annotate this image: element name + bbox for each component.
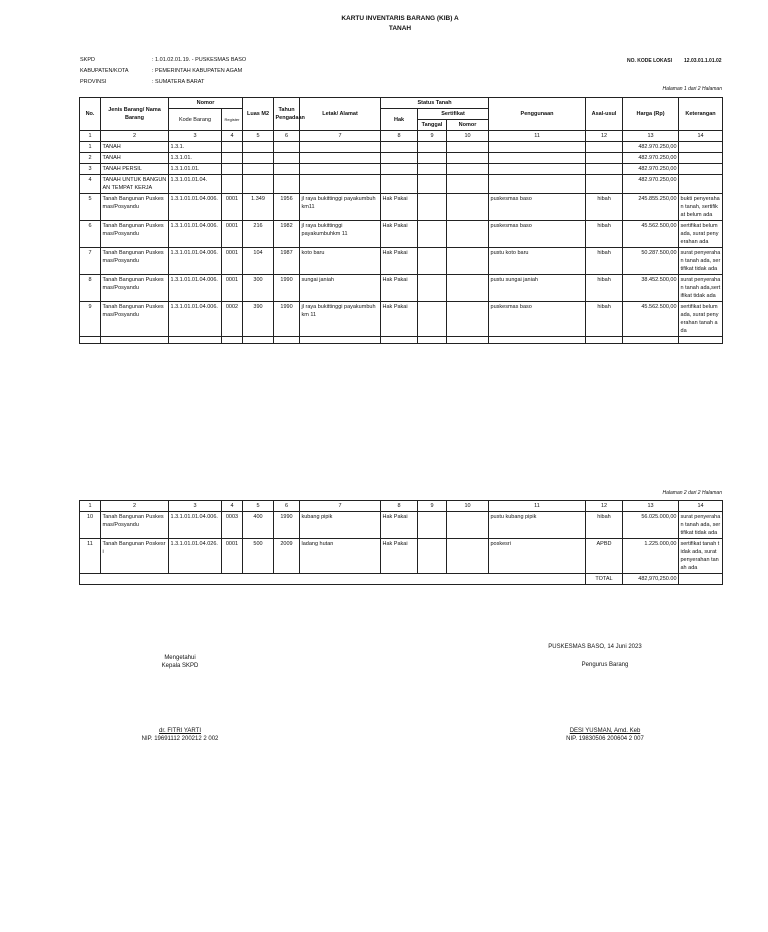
cell-ket: sertifikat belum ada, surat penyerahan ada [679, 221, 723, 248]
cell-luas: 400 [243, 512, 274, 539]
column-number: 13 [623, 131, 679, 142]
cell-tgl [418, 302, 447, 337]
cell-reg [222, 142, 243, 153]
column-number: 6 [274, 501, 300, 512]
cell-harga: 482.970.250,00 [623, 175, 679, 194]
cell-kode: 1.3.1.01.01.04.006. [169, 512, 222, 539]
cell-harga: 245.855.250,00 [623, 194, 679, 221]
cell-tgl [418, 248, 447, 275]
cell-no: 3 [80, 164, 101, 175]
title-line-2: TANAH [388, 25, 412, 32]
cell-tahun [274, 153, 300, 164]
cell-kode: 1.3.1.01.01.04.006. [169, 248, 222, 275]
cell-reg: 0001 [222, 275, 243, 302]
cell-harga: 50.287.500,00 [623, 248, 679, 275]
column-number: 3 [169, 131, 222, 142]
cell-tahun: 1956 [274, 194, 300, 221]
col-register: Register [222, 109, 243, 131]
cell-tgl [418, 275, 447, 302]
cell-reg: 0001 [222, 248, 243, 275]
signature-right-title: Pengurus Barang [581, 662, 629, 668]
cell-nom [447, 512, 489, 539]
cell-letak: jl raya bukittinggi payakumbuh km11 [300, 194, 381, 221]
cell-no: 8 [80, 275, 101, 302]
column-number: 13 [623, 501, 679, 512]
col-hak: Hak [381, 109, 418, 131]
total-value: 482,970,250.00 [623, 574, 679, 585]
cell-ket: surat penyerahan tanah ada, sertifikat tidak ada [679, 248, 723, 275]
cell-asal [586, 153, 623, 164]
cell-luas: 1.349 [243, 194, 274, 221]
column-number: 7 [300, 501, 381, 512]
cell-no: 10 [80, 512, 101, 539]
cell-tgl [418, 142, 447, 153]
cell-ket [679, 142, 723, 153]
cell-reg [222, 175, 243, 194]
cell-reg: 0002 [222, 302, 243, 337]
col-luas: Luas M2 [243, 98, 274, 131]
table-row [80, 539, 723, 574]
table-row [80, 512, 723, 539]
signer-left-nip: NIP. 19691112 200212 2 002 [141, 736, 219, 742]
table-row [80, 248, 723, 275]
cell-guna [489, 153, 586, 164]
col-tanggal: Tanggal [418, 120, 447, 131]
col-sertifikat: Sertifikat [418, 109, 489, 120]
column-number: 11 [489, 131, 586, 142]
header-row-provinsi: PROVINSI : SUMATERA BARAT [80, 79, 205, 85]
cell-nom [447, 175, 489, 194]
cell-reg [222, 153, 243, 164]
cell-tgl [418, 512, 447, 539]
column-number: 9 [418, 501, 447, 512]
column-number: 6 [274, 131, 300, 142]
empty-cell [623, 337, 679, 344]
column-number: 10 [447, 131, 489, 142]
cell-asal: hibah [586, 512, 623, 539]
cell-tgl [418, 539, 447, 574]
empty-cell [274, 337, 300, 344]
cell-guna: puskesmas baso [489, 221, 586, 248]
cell-letak: jl raya bukittinggi payakumbuh km 11 [300, 302, 381, 337]
cell-harga: 1.225.000,00 [623, 539, 679, 574]
cell-asal: APBD [586, 539, 623, 574]
col-penggunaan: Penggunaan [489, 98, 586, 131]
inventory-table-page-2 [79, 500, 723, 585]
cell-luas: 216 [243, 221, 274, 248]
cell-no: 4 [80, 175, 101, 194]
cell-guna [489, 175, 586, 194]
cell-luas [243, 142, 274, 153]
cell-ket: sertifikat belum ada, surat penyerahan tanah ada [679, 302, 723, 337]
cell-asal: hibah [586, 275, 623, 302]
empty-row [80, 337, 723, 344]
cell-luas [243, 164, 274, 175]
place-date: PUSKESMAS BASO, 14 Juni 2023 [548, 644, 642, 650]
cell-guna: pustu koto baru [489, 248, 586, 275]
cell-tahun: 1982 [274, 221, 300, 248]
column-number: 5 [243, 131, 274, 142]
cell-harga: 45.562.500,00 [623, 221, 679, 248]
empty-cell [101, 337, 169, 344]
cell-reg: 0001 [222, 221, 243, 248]
cell-letak [300, 153, 381, 164]
column-number: 14 [679, 501, 723, 512]
table-row [80, 164, 723, 175]
table-row [80, 302, 723, 337]
cell-ket: sertifikat tanah tidak ada, surat penyerahan tanah ada [679, 539, 723, 574]
cell-harga: 45.562.500,00 [623, 302, 679, 337]
table-row [80, 194, 723, 221]
cell-asal: hibah [586, 248, 623, 275]
cell-guna: pustu kubang pipik [489, 512, 586, 539]
cell-ket [679, 153, 723, 164]
cell-reg: 0001 [222, 194, 243, 221]
cell-asal: hibah [586, 302, 623, 337]
cell-jenis: Tanah Bangunan Puskesmas/Posyandu [101, 275, 169, 302]
page-note-1: Halaman 1 dari 2 Halaman [662, 86, 722, 92]
column-number: 4 [222, 131, 243, 142]
col-harga: Harga (Rp) [623, 98, 679, 131]
cell-hak [381, 142, 418, 153]
cell-reg: 0001 [222, 539, 243, 574]
cell-no: 11 [80, 539, 101, 574]
col-asal: Asal-usul [586, 98, 623, 131]
cell-kode: 1.3.1.01.01.04.006. [169, 275, 222, 302]
cell-jenis: Tanah Bangunan Puskesmas/Posyandu [101, 221, 169, 248]
cell-guna: poskesri [489, 539, 586, 574]
column-number: 1 [80, 501, 101, 512]
col-tahun: Tahun Pengadaan [274, 98, 300, 131]
cell-nom [447, 302, 489, 337]
column-number: 10 [447, 501, 489, 512]
column-number-row [80, 131, 723, 142]
document-title [0, 14, 768, 34]
cell-kode: 1.3.1.01.01.04.006. [169, 194, 222, 221]
cell-tahun: 1990 [274, 512, 300, 539]
cell-jenis: TANAH PERSIL [101, 164, 169, 175]
col-letak: Letak/ Alamat [300, 98, 381, 131]
signature-left-title: Mengetahui Kepala SKPD [161, 655, 199, 669]
cell-harga: 38.452.500,00 [623, 275, 679, 302]
cell-letak: jl raya bukittinggi payakumbuhkm 11 [300, 221, 381, 248]
empty-cell [586, 337, 623, 344]
kode-lokasi: NO. KODE LOKASI 12.03.01.1.01.02 [627, 58, 722, 64]
cell-no: 9 [80, 302, 101, 337]
cell-no: 1 [80, 142, 101, 153]
empty-cell [80, 337, 101, 344]
empty-cell [418, 337, 447, 344]
col-nomor: Nomor [169, 98, 243, 109]
cell-harga: 482.970.250,00 [623, 164, 679, 175]
cell-asal [586, 175, 623, 194]
col-jenis: Jenis Barang/ Nama Barang [101, 98, 169, 131]
signer-right-name: DESI YUSMAN, Amd. Keb [569, 728, 641, 734]
inventory-table-page-1 [79, 97, 723, 344]
cell-letak: kubang pipik [300, 512, 381, 539]
cell-tgl [418, 221, 447, 248]
header-row-kabupaten: KABUPATEN/KOTA : PEMERINTAH KABUPATEN AGAM [80, 68, 243, 74]
cell-reg: 0003 [222, 512, 243, 539]
cell-tgl [418, 175, 447, 194]
cell-nom [447, 164, 489, 175]
title-line-1: KARTU INVENTARIS BARANG (KIB) A [341, 15, 459, 22]
cell-nom [447, 153, 489, 164]
cell-tahun: 2009 [274, 539, 300, 574]
cell-kode: 1.3.1.01.01. [169, 164, 222, 175]
cell-ket [679, 175, 723, 194]
signature-right [535, 727, 675, 743]
col-no: No. [80, 98, 101, 131]
cell-asal [586, 164, 623, 175]
cell-kode: 1.3.1.01.01.04. [169, 175, 222, 194]
cell-luas: 300 [243, 275, 274, 302]
cell-guna [489, 164, 586, 175]
cell-luas [243, 175, 274, 194]
cell-letak: sungai janiah [300, 275, 381, 302]
table-row [80, 153, 723, 164]
cell-hak: Hak Pakai [381, 302, 418, 337]
cell-nom [447, 248, 489, 275]
column-number: 12 [586, 131, 623, 142]
empty-cell [381, 337, 418, 344]
cell-guna [489, 142, 586, 153]
header-row-skpd: SKPD : 1.01.02.01.19. - PUSKESMAS BASO [80, 57, 247, 63]
signer-left-name: dr. FITRI YARTI [158, 728, 201, 734]
cell-hak [381, 164, 418, 175]
cell-letak [300, 142, 381, 153]
cell-kode: 1.3.1.01. [169, 153, 222, 164]
col-keterangan: Keterangan [679, 98, 723, 131]
empty-cell [300, 337, 381, 344]
total-spacer [80, 574, 586, 585]
table-row [80, 175, 723, 194]
cell-guna: puskesmas baso [489, 194, 586, 221]
signer-right-nip: NIP. 19830506 200604 2 007 [566, 736, 644, 742]
cell-ket: bukti penyerahan tanah, sertifikat belum ada [679, 194, 723, 221]
total-row [80, 574, 723, 585]
cell-tgl [418, 153, 447, 164]
column-number: 2 [101, 131, 169, 142]
empty-cell [489, 337, 586, 344]
cell-letak: koto baru [300, 248, 381, 275]
cell-reg [222, 164, 243, 175]
empty-cell [679, 337, 723, 344]
cell-nom [447, 275, 489, 302]
col-kode: Kode Barang [169, 109, 222, 131]
cell-nom [447, 539, 489, 574]
cell-jenis: TANAH [101, 142, 169, 153]
cell-tgl [418, 194, 447, 221]
column-number: 8 [381, 131, 418, 142]
cell-luas: 104 [243, 248, 274, 275]
cell-ket: surat penyerahan tanah ada, sertifikat tidak ada [679, 512, 723, 539]
cell-jenis: TANAH UNTUK BANGUNAN TEMPAT KERJA [101, 175, 169, 194]
cell-nom [447, 221, 489, 248]
cell-guna: pustu sungai janiah [489, 275, 586, 302]
cell-kode: 1.3.1. [169, 142, 222, 153]
cell-tahun: 1990 [274, 302, 300, 337]
cell-tgl [418, 164, 447, 175]
column-number-row [80, 501, 723, 512]
cell-hak [381, 175, 418, 194]
cell-tahun: 1987 [274, 248, 300, 275]
cell-asal: hibah [586, 221, 623, 248]
cell-asal [586, 142, 623, 153]
cell-hak: Hak Pakai [381, 248, 418, 275]
cell-harga: 56.025.000,00 [623, 512, 679, 539]
cell-asal: hibah [586, 194, 623, 221]
cell-ket [679, 164, 723, 175]
cell-no: 6 [80, 221, 101, 248]
cell-luas [243, 153, 274, 164]
header-info [80, 55, 246, 88]
cell-hak: Hak Pakai [381, 275, 418, 302]
cell-no: 7 [80, 248, 101, 275]
column-number: 8 [381, 501, 418, 512]
table-row [80, 275, 723, 302]
cell-jenis: Tanah Bangunan Puskesmas/Posyandu [101, 302, 169, 337]
cell-letak [300, 164, 381, 175]
column-number: 9 [418, 131, 447, 142]
column-number: 1 [80, 131, 101, 142]
signature-left [110, 727, 250, 743]
empty-cell [169, 337, 222, 344]
cell-hak: Hak Pakai [381, 539, 418, 574]
cell-nom [447, 142, 489, 153]
column-number: 12 [586, 501, 623, 512]
cell-hak [381, 153, 418, 164]
cell-guna: puskesmas baso [489, 302, 586, 337]
cell-letak: ladang hutan [300, 539, 381, 574]
cell-ket: surat penyerahan tanah ada,sertifikat tidak ada [679, 275, 723, 302]
total-empty [679, 574, 723, 585]
empty-cell [222, 337, 243, 344]
cell-harga: 482.970.250,00 [623, 142, 679, 153]
cell-tahun [274, 142, 300, 153]
cell-hak: Hak Pakai [381, 512, 418, 539]
cell-letak [300, 175, 381, 194]
cell-tahun: 1990 [274, 275, 300, 302]
cell-hak: Hak Pakai [381, 194, 418, 221]
cell-jenis: TANAH [101, 153, 169, 164]
column-number: 14 [679, 131, 723, 142]
cell-jenis: Tanah Bangunan Puskesmas/Posyandu [101, 194, 169, 221]
empty-cell [447, 337, 489, 344]
cell-no: 5 [80, 194, 101, 221]
cell-luas: 500 [243, 539, 274, 574]
column-number: 3 [169, 501, 222, 512]
table-row [80, 221, 723, 248]
cell-harga: 482.970.250,00 [623, 153, 679, 164]
column-number: 11 [489, 501, 586, 512]
cell-jenis: Tanah Bangunan Puskesmas/Posyandu [101, 512, 169, 539]
cell-kode: 1.3.1.01.01.04.006. [169, 221, 222, 248]
column-number: 5 [243, 501, 274, 512]
cell-tahun [274, 175, 300, 194]
total-label: TOTAL [586, 574, 623, 585]
page-note-2: Halaman 2 dari 2 Halaman [662, 490, 722, 496]
table-row [80, 142, 723, 153]
cell-kode: 1.3.1.01.01.04.026. [169, 539, 222, 574]
col-status: Status Tanah [381, 98, 489, 109]
cell-jenis: Tanah Bangunan Puskesmas/Posyandu [101, 248, 169, 275]
cell-luas: 390 [243, 302, 274, 337]
cell-hak: Hak Pakai [381, 221, 418, 248]
col-nomor-sertifikat: Nomor [447, 120, 489, 131]
column-number: 7 [300, 131, 381, 142]
column-number: 4 [222, 501, 243, 512]
cell-jenis: Tanah Bangunan Poskesri [101, 539, 169, 574]
cell-tahun [274, 164, 300, 175]
cell-kode: 1.3.1.01.01.04.006. [169, 302, 222, 337]
cell-no: 2 [80, 153, 101, 164]
empty-cell [243, 337, 274, 344]
column-number: 2 [101, 501, 169, 512]
cell-nom [447, 194, 489, 221]
